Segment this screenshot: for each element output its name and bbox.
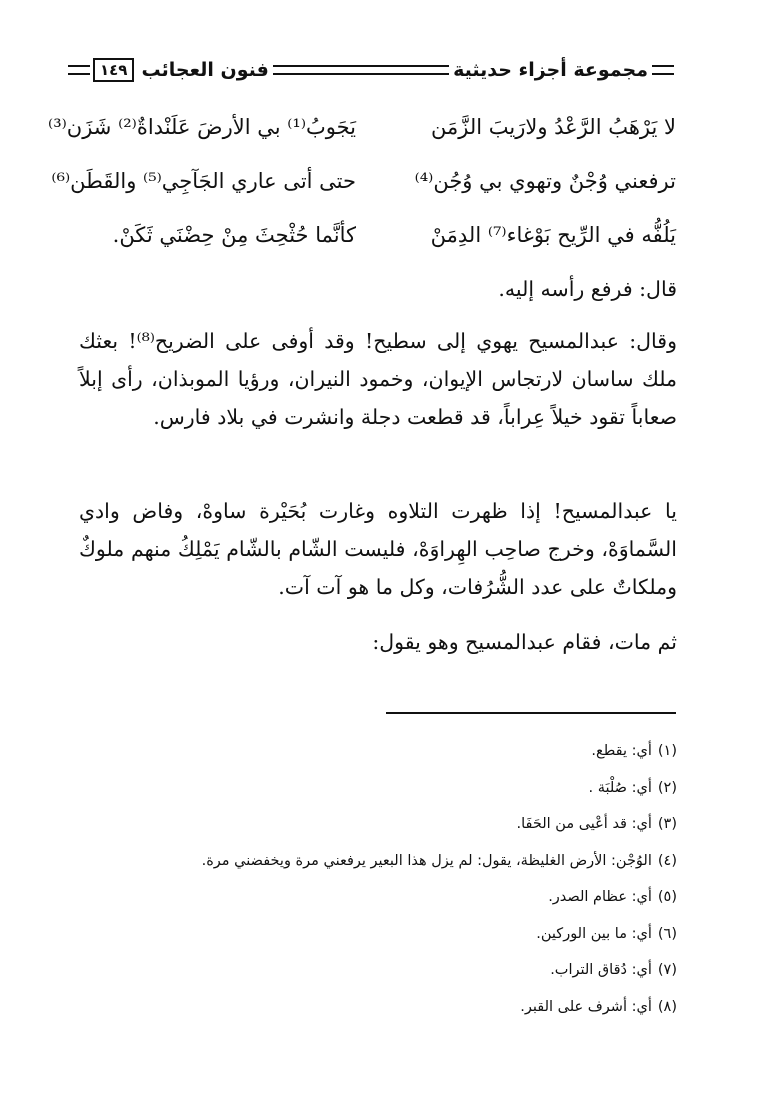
footnote-number: (٥): [657, 889, 677, 905]
footnote-text: الوُجْن: الأرض الغليظة، يقول: لم يزل هذا البعير يرفعني مرة ويخفضني مرة.: [201, 852, 652, 869]
poem-verse: [48, 100, 676, 154]
footnote: [77, 879, 677, 916]
verse-second-hemistich: يَجَوبُ⁽¹⁾ بي الأرضَ عَلَنْداةٌ⁽²⁾ شَزَن⁽³⁾: [48, 115, 356, 139]
footnote: [77, 770, 677, 807]
footnote-text: أي: قد أعْيى من الحَفَا.: [516, 816, 652, 832]
footnote: [77, 733, 677, 770]
verse-first-hemistich: ترفعني وُجْنٌ وتهوي بي وُجُن⁽⁴⁾: [414, 169, 676, 193]
header-rule: [68, 65, 90, 75]
footnote-text: أي: عظام الصدر.: [548, 889, 652, 905]
footnote-number: (٢): [657, 779, 677, 796]
footnote: [77, 989, 677, 1026]
footnote-number: (٣): [657, 816, 677, 832]
page-number: ١٤٩: [93, 58, 134, 82]
poem: [48, 100, 676, 262]
book-title: فنون العجائب: [141, 59, 269, 81]
footnote-number: (١): [657, 743, 677, 759]
footnote-number: (٨): [657, 998, 677, 1015]
series-title: مجموعة أجزاء حديثية: [453, 59, 648, 81]
footnote-text: أي: أشرف على القبر.: [520, 998, 652, 1015]
page-header: [68, 52, 674, 88]
poem-verse: [51, 154, 676, 208]
verse-first-hemistich: يَلُفُّه في الرِّيح بَوْغاء⁽⁷⁾ الدِمَنْ: [430, 223, 676, 247]
verse-second-hemistich: كأنَّما حُثْحِثَ مِنْ حِضْنَي ثَكَنْ.: [112, 223, 356, 247]
header-rule: [652, 65, 674, 75]
footnote: [77, 916, 677, 953]
paragraph-qala: قال: فرفع رأسه إليه.: [498, 277, 677, 301]
verse-first-hemistich: لا يَرْهَبُ الرَّعْدُ ولارَيبَ الزَّمَن: [431, 115, 676, 139]
footnote-text: أي: ما بين الوركين.: [536, 925, 652, 942]
footnotes: [77, 733, 677, 1025]
footnote: [77, 843, 677, 880]
footnote-separator: [386, 712, 676, 714]
header-rule: [273, 65, 449, 75]
footnote-text: أي: يقطع.: [591, 743, 652, 759]
paragraph-prophecy: يا عبدالمسيح! إذا ظهرت التلاوه وغارت بُحَيْرة ساوهْ، وفاض وادي السَّماوَهْ، وخرج صاحِب الهِراوَهْ، فليست الشّام بالشّام يَمْلِكُ منهم ملوكٌ وملكاتٌ على عدد الشُّرُفات، وكل ما هو آت آت.: [79, 499, 677, 599]
footnote-number: (٦): [657, 925, 677, 942]
footnote-number: (٧): [657, 962, 677, 978]
footnote-text: أي: صُلْبَة .: [588, 779, 652, 796]
poem-verse: [66, 208, 676, 262]
verse-second-hemistich: حتى أتى عاري الجَآجِي⁽⁵⁾ والقَطَن⁽⁶⁾: [51, 169, 356, 193]
footnote: [77, 952, 677, 989]
footnote-number: (٤): [657, 852, 677, 869]
footnote: [77, 806, 677, 843]
footnote-text: أي: دُقاق التراب.: [550, 962, 652, 978]
paragraph-death: ثم مات، فقام عبدالمسيح وهو يقول:: [372, 630, 677, 654]
paragraph-satih-speech: وقال: عبدالمسيح يهوي إلى سطيح! وقد أوفى على الضريح⁽⁸⁾! بعثك ملك ساسان لارتجاس الإيوان، وخمود النيران، ورؤيا الموبذان، رأى إبلاً صعاباً تقود خيلاً عِراباً، قد قطعت دجلة وانشرت في بلاد فارس.: [79, 329, 677, 429]
